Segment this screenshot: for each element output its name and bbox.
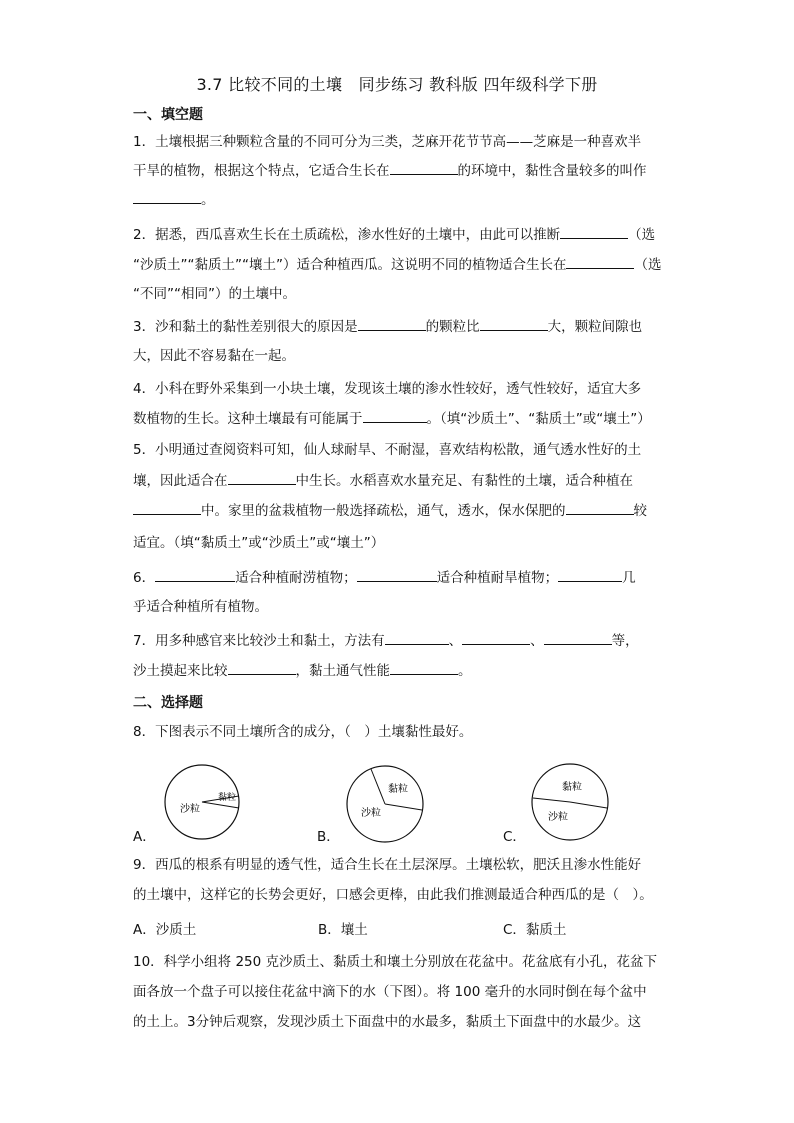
q2-text-d: （选 <box>634 257 662 273</box>
q6-line1 <box>133 567 636 588</box>
q8-pie-b <box>343 760 433 850</box>
q6-text-c: 适合种植耐旱植物； <box>436 570 559 586</box>
q2-blank-2[interactable] <box>566 254 634 269</box>
q7-text-g: 。 <box>458 663 472 679</box>
q2-line3: “不同”“相同”）的土壤中。 <box>133 286 296 302</box>
q8-option-b-label[interactable]: B． <box>317 829 340 845</box>
q2-line1 <box>133 224 655 245</box>
q5-text-b: 中生长。水稻喜欢水量充足、有黏性的土壤，适合种植在 <box>295 473 633 489</box>
q6-text-d: 几 <box>622 570 636 586</box>
q4-line2 <box>133 408 651 429</box>
q8-pie-a <box>160 760 250 850</box>
q1-blank-1[interactable] <box>390 160 458 175</box>
q6-blank-2[interactable] <box>357 567 437 582</box>
q3-blank-1[interactable] <box>358 316 426 331</box>
pie-b-clay-label: 黏粒 <box>388 784 408 795</box>
q2-text-a: 2．据悉，西瓜喜欢生长在土质疏松，渗水性好的土壤中，由此可以推断 <box>133 227 561 243</box>
q5-text-a: 壤，因此适合在 <box>133 473 228 489</box>
q7-text-e: 沙土摸起来比较 <box>133 663 228 679</box>
q6-blank-3[interactable] <box>558 567 622 582</box>
q6-blank-1[interactable] <box>155 567 235 582</box>
section-fill-heading: 一、填空题 <box>133 107 203 123</box>
q7-line1 <box>133 630 639 651</box>
q8-pie-c <box>528 760 618 850</box>
pie-c-sand-label: 沙粒 <box>548 812 568 823</box>
q8-option-a-label[interactable]: A． <box>133 829 156 845</box>
q5-line1: 5．小明通过查阅资料可知，仙人球耐旱、不耐湿，喜欢结构松散，通气透水性好的土 <box>133 442 642 458</box>
q9-option-c[interactable]: C．黏质土 <box>503 922 567 938</box>
section-choice-heading: 二、选择题 <box>133 695 203 711</box>
q5-blank-1[interactable] <box>228 470 296 485</box>
pie-a-clay-label: 黏粒 <box>218 793 237 803</box>
q5-blank-2[interactable] <box>133 500 201 515</box>
q1-line1: 1．土壤根据三种颗粒含量的不同可分为三类，芝麻开花节节高——芝麻是一种喜欢半 <box>133 134 642 150</box>
pie-b-sand-label: 沙粒 <box>361 808 381 819</box>
q8-question: 8．下图表示不同土壤所含的成分，（ ）土壤黏性最好。 <box>133 724 473 740</box>
q5-blank-3[interactable] <box>566 500 634 515</box>
q4-text-b: 。（填“沙质土”、“黏质土”或“壤土”） <box>426 411 651 427</box>
q7-text-f: ，黏土通气性能 <box>295 663 390 679</box>
q7-blank-2[interactable] <box>462 630 530 645</box>
q9-option-b[interactable]: B．壤土 <box>318 922 368 938</box>
q3-text-b: 的颗粒比 <box>425 319 480 335</box>
q1-text-c: 。 <box>201 192 215 208</box>
q7-blank-4[interactable] <box>228 660 296 675</box>
q4-line1: 4．小科在野外采集到一小块土壤，发现该土壤的渗水性较好，透气性较好，适宜大多 <box>133 381 642 397</box>
q2-text-c: “沙质土”“黏质土”“壤土”）适合种植西瓜。这说明不同的植物适合生长在 <box>133 257 567 273</box>
q7-line2 <box>133 660 472 681</box>
q6-text-a: 6． <box>133 570 156 586</box>
q9-option-a[interactable]: A．沙质土 <box>133 922 197 938</box>
q5-text-c: 中。家里的盆栽植物一般选择疏松，通气，透水，保水保肥的 <box>201 503 566 519</box>
q2-blank-1[interactable] <box>560 224 628 239</box>
q3-line1 <box>133 316 642 337</box>
q9-line1: 9．西瓜的根系有明显的透气性，适合生长在土层深厚。土壤松软，肥沃且渗水性能好 <box>133 857 642 873</box>
q10-line3: 的土上。3分钟后观察，发现沙质土下面盘中的水最多，黏质土下面盘中的水最少。这 <box>133 1014 642 1030</box>
q7-text-d: 等， <box>611 633 639 649</box>
q4-text-a: 数植物的生长。这种土壤最有可能属于 <box>133 411 363 427</box>
q7-sep-2: 、 <box>530 633 544 649</box>
q7-blank-5[interactable] <box>390 660 458 675</box>
q1-line3 <box>133 189 215 210</box>
q5-text-d: 较 <box>633 503 647 519</box>
q5-line2 <box>133 470 633 491</box>
q10-line1: 10．科学小组将 250 克沙质土、黏质土和壤土分别放在花盆中。花盆底有小孔，花盆下 <box>133 954 658 970</box>
q7-blank-3[interactable] <box>544 630 612 645</box>
q6-line2: 乎适合种植所有植物。 <box>133 599 268 615</box>
q1-text-b: 的环境中，黏性含量较多的叫作 <box>457 163 647 179</box>
q5-line3 <box>133 500 647 521</box>
q7-sep-1: 、 <box>448 633 463 649</box>
q7-blank-1[interactable] <box>385 630 449 645</box>
q9-line2: 的土壤中，这样它的长势会更好，口感会更棒，由此我们推测最适合种西瓜的是（ ）。 <box>133 887 653 903</box>
q10-line2: 面各放一个盘子可以接住花盆中滴下的水（下图）。将 100 毫升的水同时倒在每个盆中 <box>133 984 647 1000</box>
q3-text-a: 3．沙和黏土的黏性差别很大的原因是 <box>133 319 358 335</box>
q3-line2: 大，因此不容易黏在一起。 <box>133 348 295 364</box>
q2-line2 <box>133 254 661 275</box>
q1-text-a: 干旱的植物，根据这个特点，它适合生长在 <box>133 163 390 179</box>
q3-blank-2[interactable] <box>480 316 548 331</box>
q1-blank-2[interactable] <box>133 189 201 204</box>
pie-a-sand-label: 沙粒 <box>180 804 200 815</box>
q3-text-c: 大，颗粒间隙也 <box>547 319 643 335</box>
q1-line2 <box>133 160 647 181</box>
q8-option-c-label[interactable]: C． <box>503 829 526 845</box>
q7-text-a: 7．用多种感官来比较沙土和黏土，方法有 <box>133 633 385 649</box>
q2-text-b: （选 <box>628 227 656 243</box>
q4-blank-1[interactable] <box>363 408 427 423</box>
pie-c-clay-label: 黏粒 <box>562 782 582 793</box>
q6-text-b: 适合种植耐涝植物； <box>235 570 357 586</box>
q5-line4: 适宜。（填“黏质土”或“沙质土”或“壤土”） <box>133 535 385 551</box>
page-title: 3.7 比较不同的土壤 同步练习 教科版 四年级科学下册 <box>196 75 598 94</box>
